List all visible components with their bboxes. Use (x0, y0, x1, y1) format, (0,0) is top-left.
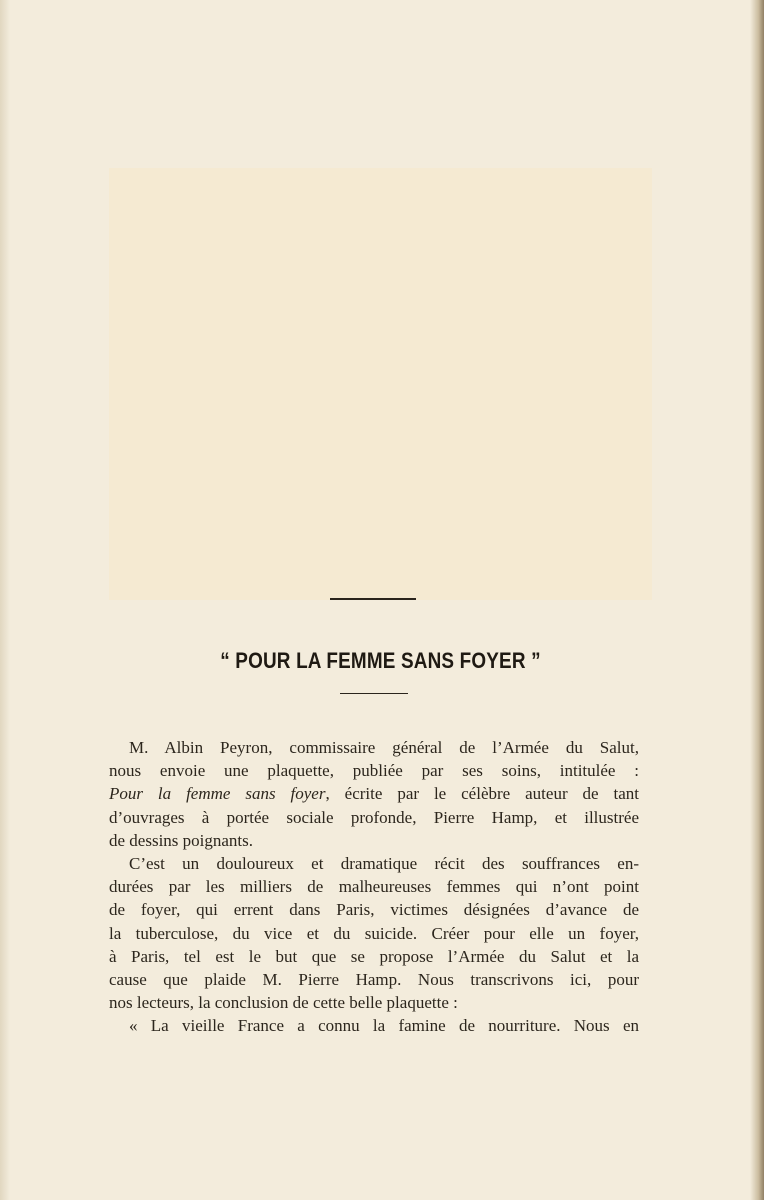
heading-underline-rule (340, 693, 408, 694)
text-line: « La vieille France a connu la famine de nourriture. Nous en (129, 1016, 639, 1036)
text-line: C’est un douloureux et dramatique récit des souffrances en- (129, 853, 639, 873)
text-line: de foyer, qui errent dans Paris, victimes désignées d’avance de (109, 900, 639, 920)
text-line: nos lecteurs, la conclusion de cette belle plaquette : (109, 993, 458, 1013)
top-divider-rule (330, 598, 416, 600)
page-left-shade (0, 0, 10, 1200)
text-line: M. Albin Peyron, commissaire général de l’Armée du Salut, (129, 738, 639, 757)
text-line: la tuberculose, du vice et du suicide. Créer pour elle un foyer, (109, 923, 639, 943)
text-line: à Paris, tel est le but que se propose l’Armée du Salut et la (109, 946, 639, 966)
page-right-edge (750, 0, 764, 1200)
text-line: cause que plaide M. Pierre Hamp. Nous transcrivons ici, pour (109, 969, 639, 989)
text-line (109, 782, 639, 805)
text-line: durées par les milliers de malheureuses femmes qui n’ont point (109, 877, 639, 897)
text-line: de dessins poignants. (109, 830, 254, 850)
article-heading: “ POUR LA FEMME SANS FOYER ” (220, 648, 541, 673)
text-line: nous envoie une plaquette, publiée par ses soins, intitulée : (109, 761, 639, 781)
text-line: d’ouvrages à portée sociale profonde, Pierre Hamp, et illustrée (109, 807, 639, 827)
article-body (109, 736, 639, 1037)
book-title: Pour la femme sans foyer (109, 784, 326, 804)
text-fragment: , écrite par le célèbre auteur de tant (325, 784, 639, 804)
illustration-area (109, 168, 652, 600)
